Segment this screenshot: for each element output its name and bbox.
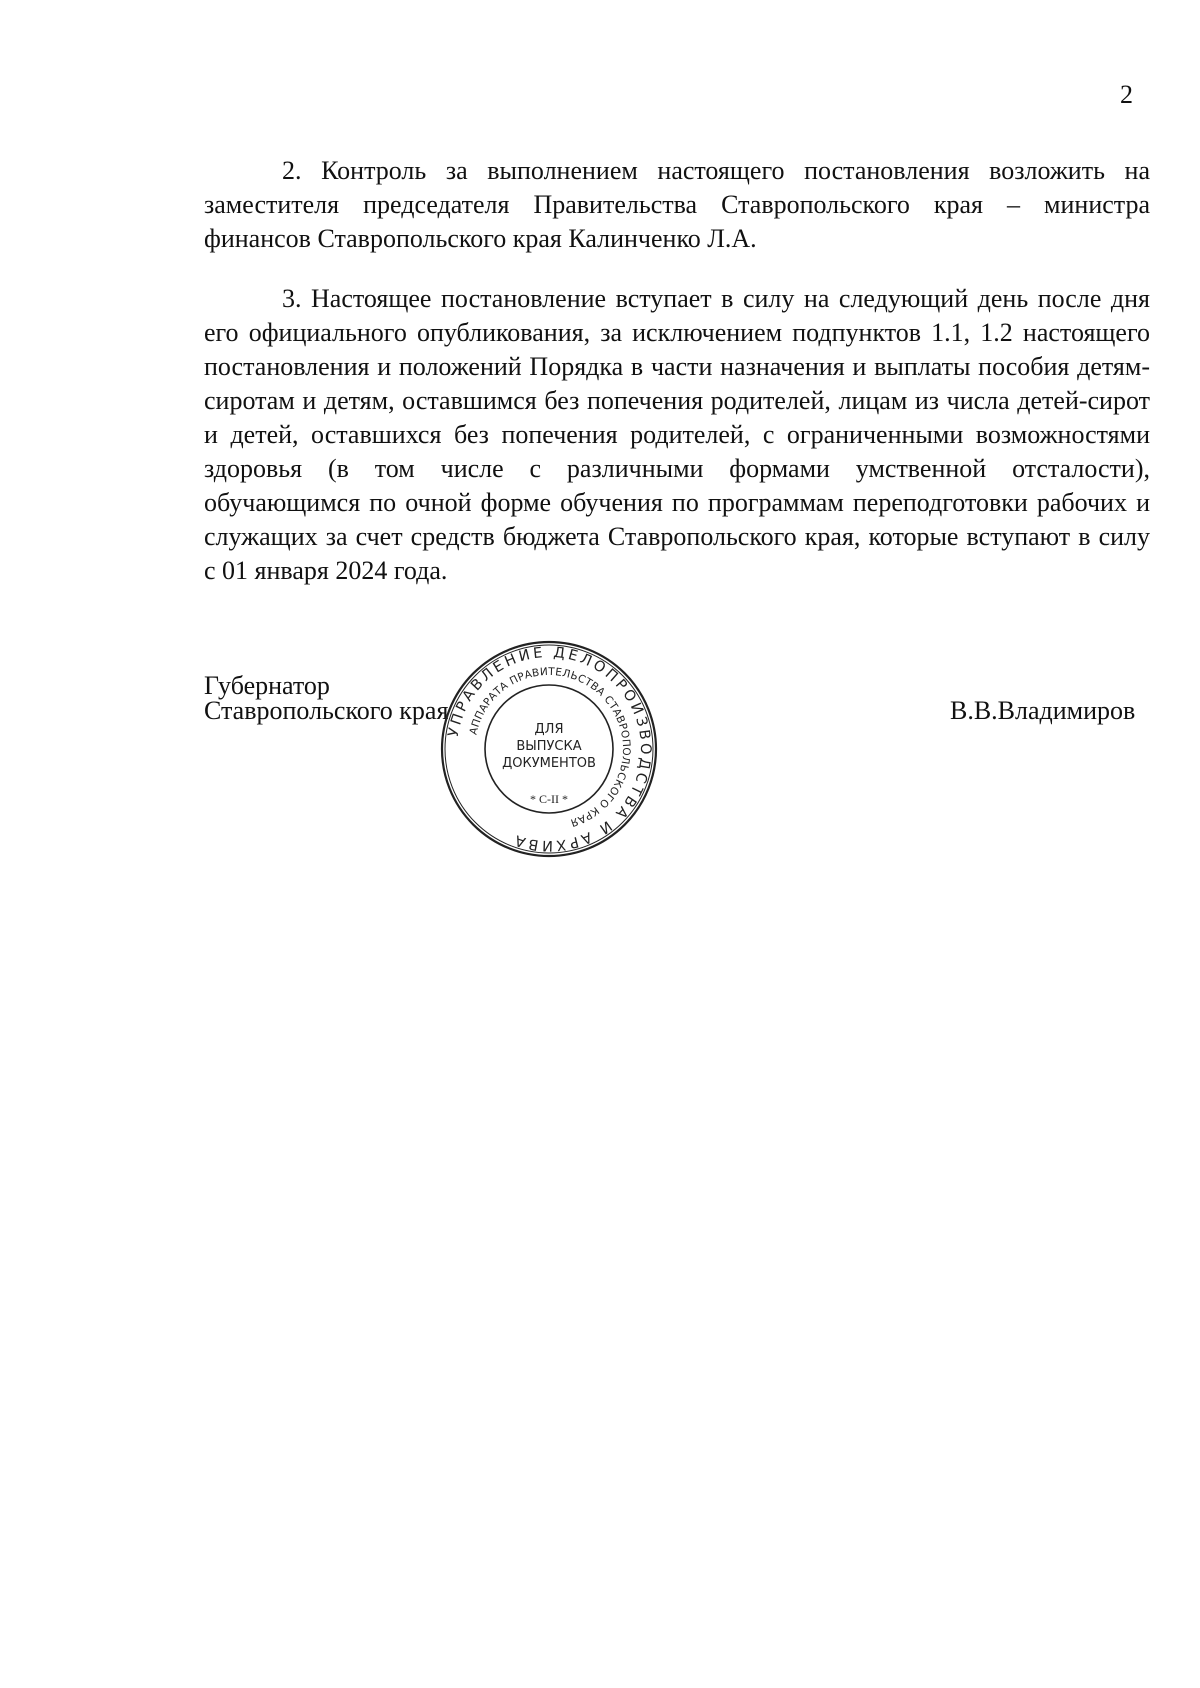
stamp-graphic: [438, 638, 660, 860]
stamp-center-line2: ВЫПУСКА: [516, 739, 582, 754]
signature-name: В.В.Владимиров: [950, 696, 1136, 725]
official-stamp: [438, 638, 660, 860]
paragraph-2: 2. Контроль за выполнением настоящего постановления возложить на заместителя председателя Правительства Ставропольского края – министра финансов Ставропольского края Калинченко Л.А.: [204, 156, 1150, 253]
signature-title-line1: Губернатор: [204, 671, 330, 700]
paragraph-3: 3. Настоящее постановление вступает в силу на следующий день после дня его официального опубликования, за исключением подпунктов 1.1, 1.2 настоящего постановления и положений Порядка в части назначения и выплаты пособия детям-сиротам и детям, оставшимся без попечения родителей, лицам из числа детей-сирот и детей, оставшихся без попечения родителей, с ограниченными возможностями здоровья (в том числе с различными формами умственной отсталости), обучающимся по очной форме обучения по программам переподготовки рабочих и служащих за счет средств бюджета Ставропольского края, которые вступают в силу с 01 января 2024 года.: [204, 284, 1150, 585]
signature-title: [204, 673, 448, 723]
stamp-inner-text: АППАРАТА ПРАВИТЕЛЬСТВА СТАВРОПОЛЬСКОГО КРАЯ: [467, 665, 633, 829]
page-number: 2: [1120, 80, 1133, 109]
stamp-outer-text: УПРАВЛЕНИЕ ДЕЛОПРОИЗВОДСТВА И АРХИВА: [445, 644, 654, 854]
signature-title-line2: Ставропольского края: [204, 696, 449, 725]
stamp-center-line3: ДОКУМЕНТОВ: [502, 756, 596, 771]
stamp-code: * С-II *: [530, 792, 568, 806]
stamp-center-line1: ДЛЯ: [534, 722, 564, 737]
